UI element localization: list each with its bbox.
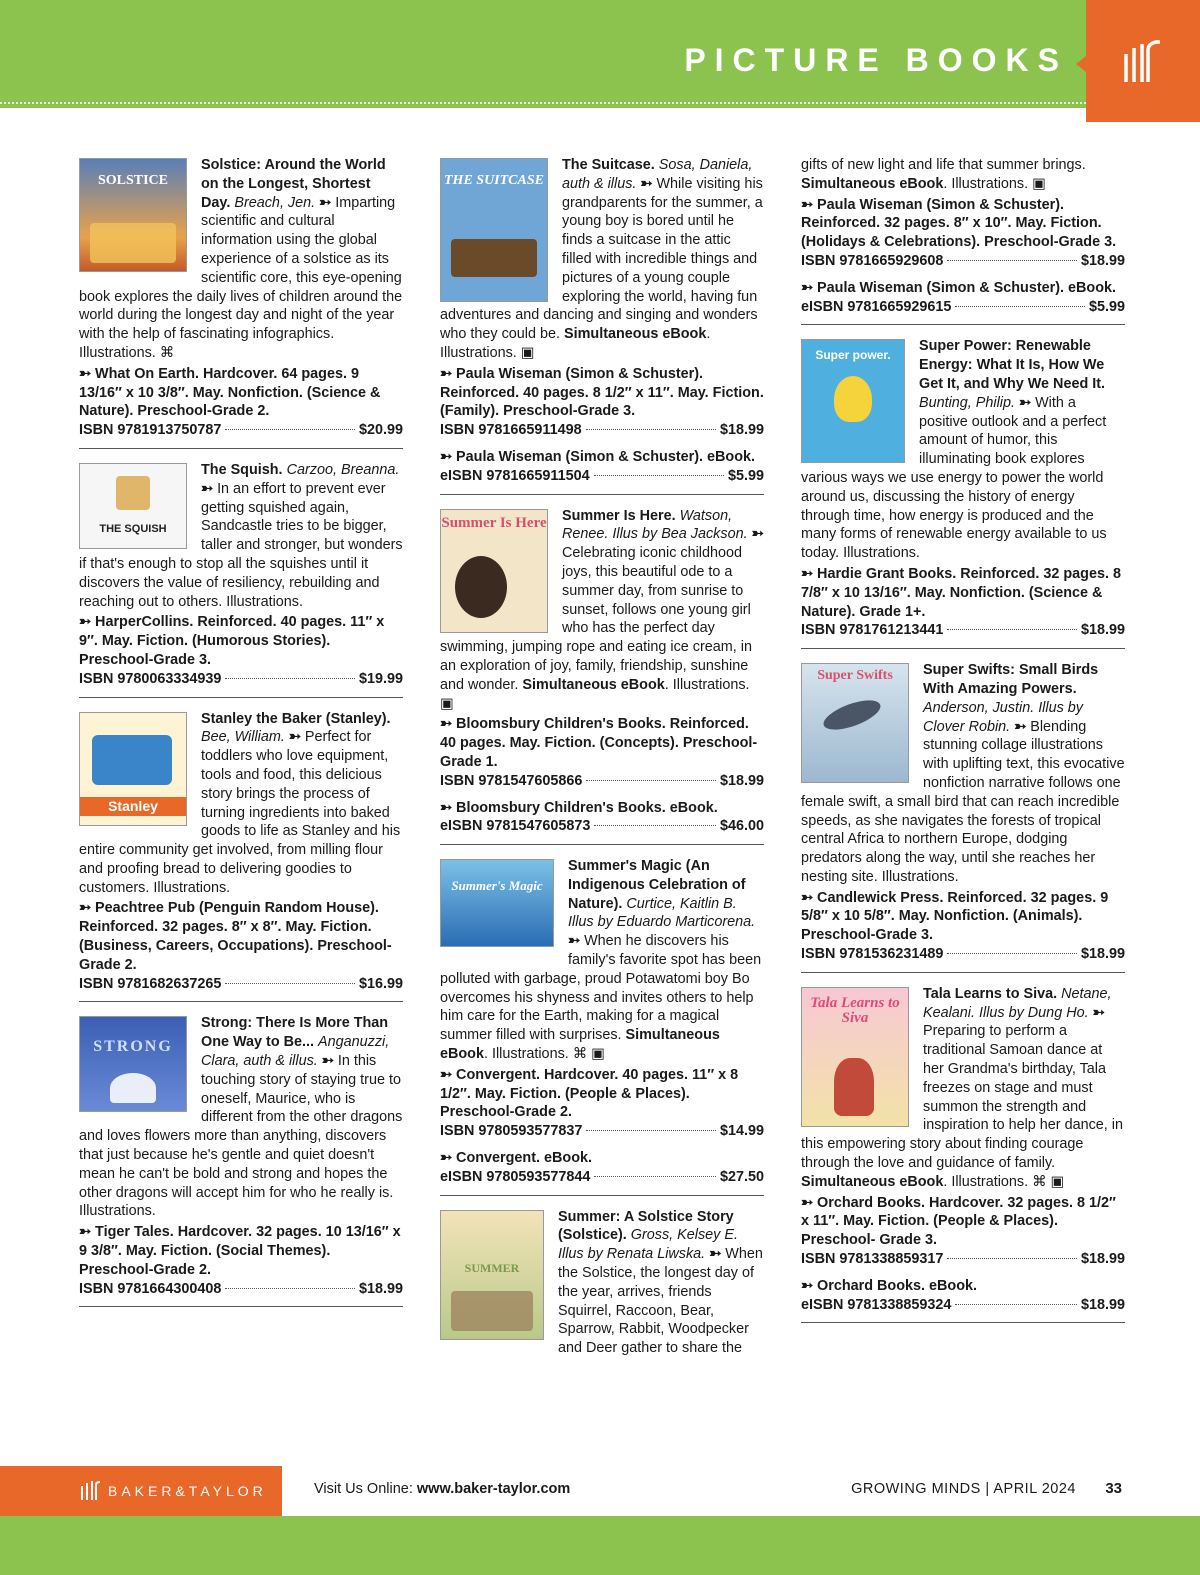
book-author: Bee, William. bbox=[201, 729, 285, 746]
price: $18.99 bbox=[1080, 1251, 1125, 1268]
eisbn-row bbox=[440, 817, 764, 836]
book-description: gifts of new light and life that summer brings. bbox=[801, 157, 1086, 173]
swift-bird-illustration bbox=[820, 695, 884, 736]
isbn-row bbox=[801, 1250, 1125, 1269]
book-author: Anganuzzi, Clara, auth & illus. bbox=[201, 1034, 390, 1070]
book-author: Watson, Renee. Illus by Bea Jackson. bbox=[562, 507, 748, 543]
lightbulb-icon bbox=[834, 376, 872, 422]
cover-illustration bbox=[834, 1058, 874, 1116]
ebook-info: ➳ Paula Wiseman (Simon & Schuster). eBook. bbox=[801, 279, 1116, 296]
book-entry-tala-learns-to-siva bbox=[801, 985, 1125, 1324]
book-author: Curtice, Kaitlin B. Illus by Eduardo Marticorena. bbox=[568, 895, 756, 931]
simultaneous-ebook-label: Simultaneous eBook bbox=[522, 676, 665, 693]
book-cover-summer bbox=[440, 1210, 544, 1340]
cover-title: Summer's Magic bbox=[451, 878, 543, 894]
isbn-row bbox=[440, 772, 764, 791]
isbn: ISBN 9781682637265 bbox=[79, 975, 222, 992]
eisbn-row bbox=[440, 1168, 764, 1187]
cover-title: SUMMER bbox=[464, 1260, 520, 1275]
eisbn: eISBN 9781547605873 bbox=[440, 818, 591, 835]
isbn-row bbox=[440, 421, 764, 440]
book-cover-summers-magic bbox=[440, 859, 554, 947]
simultaneous-ebook-label: Simultaneous eBook bbox=[801, 175, 944, 192]
illustrations-note: . Illustrations. ⌘ ▣ bbox=[943, 1173, 1065, 1190]
header-logo-badge bbox=[1086, 0, 1200, 122]
book-entry-super-swifts bbox=[801, 661, 1125, 973]
book-publisher-info: ➳ HarperCollins. Reinforced. 40 pages. 11″ x 9″. May. Fiction. (Humorous Stories). Preschool-Grade 3. bbox=[79, 614, 385, 668]
arrow-icon: ➳ bbox=[640, 175, 653, 192]
cover-title: Summer Is Here bbox=[441, 514, 547, 531]
book-title: Solstice: Around the World on the Longest, Shortest Day. bbox=[201, 157, 386, 211]
eprice: $5.99 bbox=[727, 467, 764, 484]
book-publisher-info: ➳ What On Earth. Hardcover. 64 pages. 9 13/16″ x 10 3/8″. May. Nonfiction. (Science & Nature). Preschool-Grade 2. bbox=[79, 365, 381, 420]
eisbn-row bbox=[801, 1296, 1125, 1315]
book-publisher-info: ➳ Paula Wiseman (Simon & Schuster). Reinforced. 32 pages. 8″ x 10″. May. Fiction. (Holidays & Celebrations). Preschool-Grade 3. bbox=[801, 196, 1117, 251]
simultaneous-ebook-label: Simultaneous eBook bbox=[440, 1027, 720, 1063]
ebook-info: ➳ Orchard Books. eBook. bbox=[801, 1277, 977, 1294]
baker-taylor-logo-icon bbox=[80, 1480, 102, 1500]
book-description: Blending stunning collage illustrations with uplifting text, this evocative nonfiction narrative follows one female swift, a small bird that can reach incredible speeds, as she navigates the forests of tropical central Africa to northern Europe, dodging predators along the way, until she reaches her nesting site. Illustrations. bbox=[801, 718, 1125, 885]
cover-illustration bbox=[110, 1073, 156, 1103]
book-publisher-info: ➳ Hardie Grant Books. Reinforced. 32 pages. 8 7/8″ x 10 13/16″. May. Nonfiction. (Science & Nature). Grade 1+. bbox=[801, 565, 1121, 620]
simultaneous-ebook-label: Simultaneous eBook bbox=[801, 1173, 944, 1190]
cover-title: Super Swifts bbox=[817, 668, 893, 684]
arrow-icon: ➳ bbox=[321, 1053, 334, 1070]
arrow-icon: ➳ bbox=[709, 1246, 722, 1263]
book-entry-summer-is-here bbox=[440, 507, 764, 846]
book-entry-the-suitcase bbox=[440, 156, 764, 495]
book-publisher-info: ➳ Convergent. Hardcover. 40 pages. 11″ x 8 1/2″. May. Fiction. (People & Places). Preschool-Grade 2. bbox=[440, 1066, 739, 1121]
book-cover-solstice bbox=[79, 158, 187, 272]
footer-brand-text: BAKER&TAYLOR bbox=[108, 1483, 267, 1499]
price: $18.99 bbox=[719, 772, 764, 789]
book-title: Tala Learns to Siva. bbox=[923, 985, 1058, 1002]
book-author: Breach, Jen. bbox=[234, 194, 316, 211]
isbn: ISBN 9781761213441 bbox=[801, 622, 944, 639]
price: $18.99 bbox=[358, 1280, 403, 1297]
cover-illustration bbox=[455, 556, 507, 618]
cover-illustration bbox=[451, 239, 537, 277]
arrow-icon: ➳ bbox=[1092, 1004, 1105, 1021]
column-1 bbox=[79, 156, 403, 1319]
eprice: $27.50 bbox=[719, 1168, 764, 1185]
isbn: ISBN 9781913750787 bbox=[79, 422, 222, 439]
footer-visit-label: Visit Us Online: bbox=[314, 1481, 417, 1497]
book-description: In an effort to prevent ever getting squished again, Sandcastle tries to be bigger, taller and stronger, but wonders if that's enough to stop all the squishes until it discovers the value of resiliency, rebuilding and reaching out to others. Illustrations. bbox=[79, 480, 403, 610]
arrow-icon: ➳ bbox=[568, 933, 581, 950]
isbn: ISBN 9781547605866 bbox=[440, 772, 583, 789]
book-description: In this touching story of staying true to oneself, Maurice, who is different from the other dragons and loves flowers more than anything, discovers that just because he's gentle and quiet doesn't mean he can't be bold and strong and hopes the other dragons will accept him for who he really is. Illustrations. bbox=[79, 1053, 403, 1220]
arrow-icon: ➳ bbox=[1014, 718, 1027, 735]
eprice: $46.00 bbox=[719, 818, 764, 835]
footer-website-link[interactable]: www.baker-taylor.com bbox=[416, 1481, 571, 1497]
page-title: PICTURE BOOKS bbox=[684, 42, 1068, 78]
column-2 bbox=[440, 156, 764, 1378]
simultaneous-ebook-label: Simultaneous eBook bbox=[564, 326, 707, 343]
header-divider bbox=[0, 102, 1086, 104]
book-publisher-info: ➳ Bloomsbury Children's Books. Reinforced. 40 pages. May. Fiction. (Concepts). Preschool-Grade 1. bbox=[440, 716, 758, 770]
isbn-row bbox=[79, 975, 403, 994]
book-publisher-info: ➳ Candlewick Press. Reinforced. 32 pages. 9 5/8″ x 10 5/8″. May. Nonfiction. (Animals). Preschool-Grade 3. bbox=[801, 889, 1109, 944]
book-title: Summer: A Solstice Story (Solstice). bbox=[558, 1208, 734, 1244]
isbn-row bbox=[801, 945, 1125, 964]
book-description: Preparing to perform a traditional Samoan dance at her Grandma's birthday, Tala freezes on stage and must summon the strength and inspiration to help her dance, in this empowering story about finding courage through the love and guidance of family. bbox=[801, 1023, 1124, 1172]
isbn: ISBN 9780593577837 bbox=[440, 1123, 583, 1140]
eprice: $5.99 bbox=[1088, 298, 1125, 315]
isbn-row bbox=[801, 621, 1125, 640]
eisbn: eISBN 9780593577844 bbox=[440, 1168, 591, 1185]
illustrations-note: . Illustrations. ⌘ ▣ bbox=[483, 1046, 605, 1063]
book-publisher-info: ➳ Tiger Tales. Hardcover. 32 pages. 10 13/16″ x 9 3/8″. May. Fiction. (Social Themes). Preschool-Grade 2. bbox=[79, 1224, 401, 1278]
book-title: Super Swifts: Small Birds With Amazing Powers. bbox=[923, 662, 1099, 697]
book-cover-the-suitcase bbox=[440, 158, 548, 302]
book-entry-super-power bbox=[801, 337, 1125, 649]
book-title: Strong: There Is More Than One Way to Be... bbox=[201, 1015, 389, 1051]
ebook-info: ➳ Paula Wiseman (Simon & Schuster). eBook. bbox=[440, 448, 755, 465]
book-cover-super-swifts bbox=[801, 663, 909, 783]
book-cover-stanley bbox=[79, 712, 187, 826]
price: $18.99 bbox=[1080, 946, 1125, 963]
book-publisher-info: ➳ Paula Wiseman (Simon & Schuster). Reinforced. 40 pages. 8 1/2″ x 11″. May. Fiction. (Family). Preschool-Grade 3. bbox=[440, 365, 764, 420]
isbn-row bbox=[801, 252, 1125, 271]
book-author: Carzoo, Breanna. bbox=[286, 461, 400, 478]
book-entry-summers-magic bbox=[440, 857, 764, 1196]
book-description: While visiting his grandparents for the summer, a young boy is bored until he finds a suitcase in the attic filled with incredible things and pictures of a young couple exploring the world, having fun adventures and dancing and singing and wonders who they could be. bbox=[440, 175, 763, 343]
cover-illustration bbox=[92, 735, 172, 785]
cover-illustration bbox=[116, 476, 150, 510]
price: $19.99 bbox=[358, 670, 403, 687]
footer-green-band bbox=[0, 1516, 1200, 1575]
arrow-icon: ➳ bbox=[1019, 394, 1032, 411]
baker-taylor-logo-icon bbox=[1086, 0, 1200, 122]
cover-title: Super power. bbox=[815, 348, 891, 363]
book-entry-the-squish bbox=[79, 461, 403, 698]
cover-title: Stanley bbox=[80, 797, 186, 816]
illustrations-note: . Illustrations. ▣ bbox=[440, 676, 750, 712]
book-title: Summer Is Here. bbox=[562, 507, 676, 524]
book-description: With a positive outlook and a perfect amount of humor, this illuminating book explores various ways we use energy to power the world around us, discussing the history of energy through time, how energy is produced and the many forms of renewable energy available to us today. Illustrations. bbox=[801, 394, 1107, 562]
isbn-row bbox=[79, 421, 403, 440]
book-author: Anderson, Justin. Illus by Clover Robin. bbox=[923, 699, 1083, 735]
book-entry-solstice bbox=[79, 156, 403, 449]
book-description: Perfect for toddlers who love equipment, tools and food, this delicious story brings the process of turning ingredients into baked goods to life as Stanley and his entire community get involved, from milling flour and proofing bread to delivering goodies to customers. Illustrations. bbox=[79, 729, 401, 896]
column-3 bbox=[801, 156, 1125, 1335]
isbn: ISBN 9781536231489 bbox=[801, 946, 944, 963]
eprice: $18.99 bbox=[1080, 1296, 1125, 1313]
ebook-info: ➳ Convergent. eBook. bbox=[440, 1150, 592, 1167]
book-cover-strong bbox=[79, 1016, 187, 1112]
isbn-row bbox=[79, 670, 403, 689]
eisbn: eISBN 9781665929615 bbox=[801, 298, 952, 315]
book-description: Celebrating iconic childhood joys, this beautiful ode to a summer day, from sunrise to sunset, follows one young girl who has the perfect day swimming, jumping rope and eating ice cream, in an exploration of joy, family, friendship, sunshine and wonder. bbox=[440, 545, 752, 693]
ebook-info: ➳ Bloomsbury Children's Books. eBook. bbox=[440, 799, 718, 816]
eisbn-row bbox=[440, 467, 764, 486]
book-entry-strong bbox=[79, 1014, 403, 1307]
footer-brand bbox=[80, 1480, 267, 1500]
cover-illustration bbox=[90, 223, 176, 263]
arrow-icon: ➳ bbox=[288, 729, 301, 746]
isbn: ISBN 9781664300408 bbox=[79, 1280, 222, 1297]
book-entry-summer-solstice-story bbox=[440, 1208, 764, 1366]
book-cover-tala bbox=[801, 987, 909, 1127]
book-title: The Squish. bbox=[201, 461, 283, 478]
illustrations-note: . Illustrations. ▣ bbox=[943, 175, 1046, 192]
eisbn-row bbox=[801, 298, 1125, 317]
eisbn: eISBN 9781665911504 bbox=[440, 467, 590, 484]
book-author: Sosa, Daniela, auth & illus. bbox=[562, 157, 753, 192]
isbn: ISBN 9781338859317 bbox=[801, 1251, 944, 1268]
book-cover-the-squish bbox=[79, 463, 187, 549]
arrow-icon: ➳ bbox=[751, 526, 764, 543]
book-publisher-info: ➳ Orchard Books. Hardcover. 32 pages. 8 1/2″ x 11″. May. Fiction. (People & Places). Preschool- Grade 3. bbox=[801, 1194, 1116, 1249]
price: $20.99 bbox=[358, 422, 403, 439]
book-author: Bunting, Philip. bbox=[919, 394, 1015, 411]
page-number: 33 bbox=[1105, 1480, 1122, 1497]
book-description: When he discovers his family's favorite spot has been polluted with garbage, proud Potawatomi boy Bo overcomes his shyness and invites others to help him care for the Earth, making for a magical summer filled with surprises. bbox=[440, 933, 762, 1044]
book-entry-summer-solstice-story-continued bbox=[801, 156, 1125, 325]
cover-illustration bbox=[451, 1291, 533, 1331]
isbn: ISBN 9781665929608 bbox=[801, 252, 944, 269]
book-title: The Suitcase. bbox=[562, 157, 655, 173]
book-description: Imparting scientific and cultural information using the global experience of a solstice as its scientific core, this eye-opening book explores the daily lives of children around the world during the longest day and night of the year with the help of fascinating infographics. Illustrations. ⌘ bbox=[79, 194, 403, 361]
cover-title: Tala Learns to Siva bbox=[810, 994, 900, 1026]
arrow-icon: ➳ bbox=[319, 194, 332, 211]
book-description: When the Solstice, the longest day of the year, arrives, friends Squirrel, Raccoon, Bear, Sparrow, Rabbit, Woodpecker and Deer gather to share the bbox=[558, 1246, 763, 1357]
price: $18.99 bbox=[719, 422, 764, 439]
price: $18.99 bbox=[1080, 622, 1125, 639]
book-cover-summer-is-here bbox=[440, 509, 548, 633]
isbn-row bbox=[79, 1280, 403, 1299]
book-cover-super-power bbox=[801, 339, 905, 463]
book-author: Netane, Kealani. Illus by Dung Ho. bbox=[923, 985, 1112, 1021]
book-title: Summer's Magic (An Indigenous Celebration of Nature). bbox=[568, 858, 746, 912]
isbn-row bbox=[440, 1122, 764, 1141]
cover-title: STRONG bbox=[93, 1038, 173, 1056]
footer-issue: GROWING MINDS | APRIL 2024 bbox=[851, 1481, 1076, 1497]
isbn: ISBN 9781665911498 bbox=[440, 422, 582, 439]
price: $18.99 bbox=[1080, 252, 1125, 269]
book-title: Super Power: Renewable Energy: What It Is, How We Get It, and Why We Need It. bbox=[919, 338, 1106, 392]
eisbn: eISBN 9781338859324 bbox=[801, 1296, 952, 1313]
book-title: Stanley the Baker (Stanley). bbox=[201, 710, 391, 727]
price: $16.99 bbox=[358, 975, 403, 992]
arrow-icon: ➳ bbox=[201, 480, 214, 497]
book-author: Gross, Kelsey E. Illus by Renata Liwska. bbox=[558, 1227, 738, 1263]
isbn: ISBN 9780063334939 bbox=[79, 670, 222, 687]
price: $14.99 bbox=[719, 1123, 764, 1140]
cover-title: THE SUITCASE bbox=[444, 173, 544, 188]
footer-visit bbox=[314, 1481, 570, 1497]
illustrations-note: . Illustrations. ▣ bbox=[440, 326, 711, 361]
book-publisher-info: ➳ Peachtree Pub (Penguin Random House). Reinforced. 32 pages. 8″ x 8″. May. Fiction. (Business, Careers, Occupations). Preschool-Grade 2. bbox=[79, 900, 392, 973]
cover-title: SOLSTICE bbox=[97, 173, 169, 188]
book-entry-stanley-the-baker bbox=[79, 710, 403, 1003]
cover-title: THE SQUISH bbox=[99, 522, 167, 535]
